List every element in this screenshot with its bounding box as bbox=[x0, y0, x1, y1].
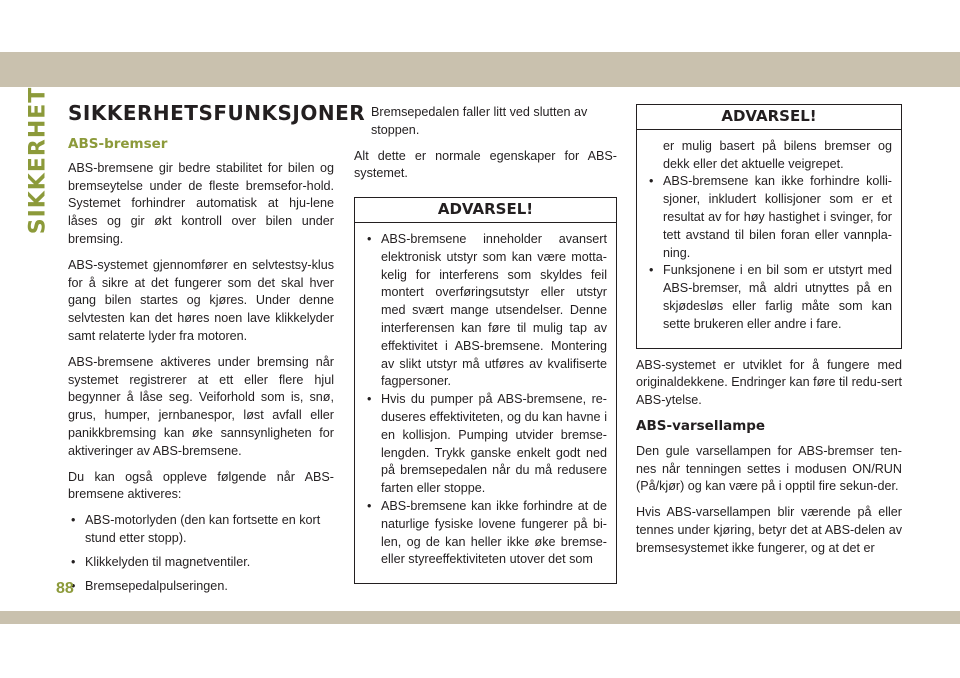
list-item: • Hvis du pumper på ABS-bremsene, re-duseres effektiviteten, og du kan havne i en kollisjon. Pumping utvider bremse-lengden. Trykk ganske enkelt godt ned på bremsepedalen når du må redusere farten eller stoppe. bbox=[364, 391, 607, 498]
warning-list bbox=[646, 173, 892, 333]
list-item: • ABS-bremsene kan ikke forhindre at de naturlige fysiske lovene fungerer på bi-len, og de kan heller ikke øke bremse-eller styreeffektiviteten utover det som bbox=[364, 498, 607, 569]
list-item: • ABS-bremsene inneholder avansert elektronisk utstyr som kan være motta-kelig for interferens som skyldes feil montert overføringsutstyr eller utstyr med svært mange utsendelser. Denne interferensen kan føre til mulig tap av effektivitet i ABS-bremsene. Montering av slikt utstyr må utføres av kvalifiserte fagpersoner. bbox=[364, 231, 607, 391]
header-band bbox=[0, 52, 960, 87]
side-tab-label: SIKKERHET bbox=[25, 86, 51, 234]
warning-title: ADVARSEL! bbox=[355, 198, 616, 223]
paragraph: Du kan også oppleve følgende når ABS-bremsene aktiveres: bbox=[68, 469, 334, 502]
list-item: • ABS-bremsene kan ikke forhindre kolli-sjoner, inkludert kollisjoner som er et resultat av for høy hastighet i svinger, for tett avstand til bilen foran eller vannpla-ning. bbox=[646, 173, 892, 262]
column-1 bbox=[68, 100, 366, 603]
bullet-list bbox=[354, 104, 617, 140]
page-title: SIKKERHETSFUNKSJONER bbox=[68, 101, 366, 125]
page-number: 88 bbox=[56, 580, 74, 597]
list-item: • Bremsepedalpulseringen. bbox=[68, 578, 334, 596]
warning-box bbox=[636, 104, 902, 349]
paragraph: Alt dette er normale egenskaper for ABS-systemet. bbox=[354, 148, 617, 181]
section-title: ABS-bremser bbox=[68, 136, 168, 152]
list-item: • Klikkelyden til magnetventiler. bbox=[68, 554, 334, 572]
section-side-tab bbox=[24, 86, 52, 234]
warning-body bbox=[637, 130, 901, 348]
paragraph: Den gule varsellampen for ABS-bremser ten-nes når tenningen settes i modusen ON/RUN (På/kjør) og kan være på i opptil fire sekun-der. bbox=[636, 443, 902, 494]
list-item: • Bremsepedalen faller litt ved slutten av stoppen. bbox=[354, 104, 617, 140]
bullet-list bbox=[68, 512, 334, 595]
footer-band bbox=[0, 611, 960, 624]
warning-continuation: er mulig basert på bilens bremser og dekk eller det aktuelle veigrepet. bbox=[663, 138, 892, 171]
column-3 bbox=[636, 104, 902, 566]
paragraph: ABS-systemet er utviklet for å fungere med originaldekkene. Endringer kan føre til redu-sert ABS-ytelse. bbox=[636, 357, 902, 408]
column-2 bbox=[354, 104, 617, 592]
paragraph: ABS-bremsene aktiveres under bremsing når systemet registrerer at ett eller flere hjul begynner å låse seg. Veiforhold som is, snø, grus, humper, jernbanespor, løst avfall eller panikkbremsing kan øke sannsynligheten for aktiveringer av ABS-bremsene. bbox=[68, 354, 334, 458]
list-item: • ABS-motorlyden (den kan fortsette en kort stund etter stopp). bbox=[68, 512, 334, 548]
paragraph: Hvis ABS-varsellampen blir værende på eller tennes under kjøring, betyr det at ABS-delen av bremsesystemet ikke fungerer, og at det er bbox=[636, 505, 902, 555]
warning-list bbox=[364, 231, 607, 569]
subheading: ABS-varsellampe bbox=[636, 417, 766, 434]
warning-title: ADVARSEL! bbox=[637, 105, 901, 130]
list-item: • Funksjonene i en bil som er utstyrt med ABS-bremser, må aldri utnyttes på en skjødesløs eller farlig måte som kan sette brukeren eller andre i fare. bbox=[646, 262, 892, 333]
warning-box bbox=[354, 197, 617, 584]
paragraph: ABS-systemet gjennomfører en selvtestsy-klus for å sikre at det fungerer som det skal hver gang bilen startes og kjøres. Under denne selvtesten kan det høres noen lave klikkelyder samt relaterte lyder fra motoren. bbox=[68, 257, 334, 343]
warning-body bbox=[355, 223, 616, 583]
paragraph: ABS-bremsene gir bedre stabilitet for bilen og bremseytelse under de fleste bremsefor-hold. Systemet forhindrer automatisk at hju-lene låses og gir økt kontroll over bilen under bremsing. bbox=[68, 160, 334, 246]
